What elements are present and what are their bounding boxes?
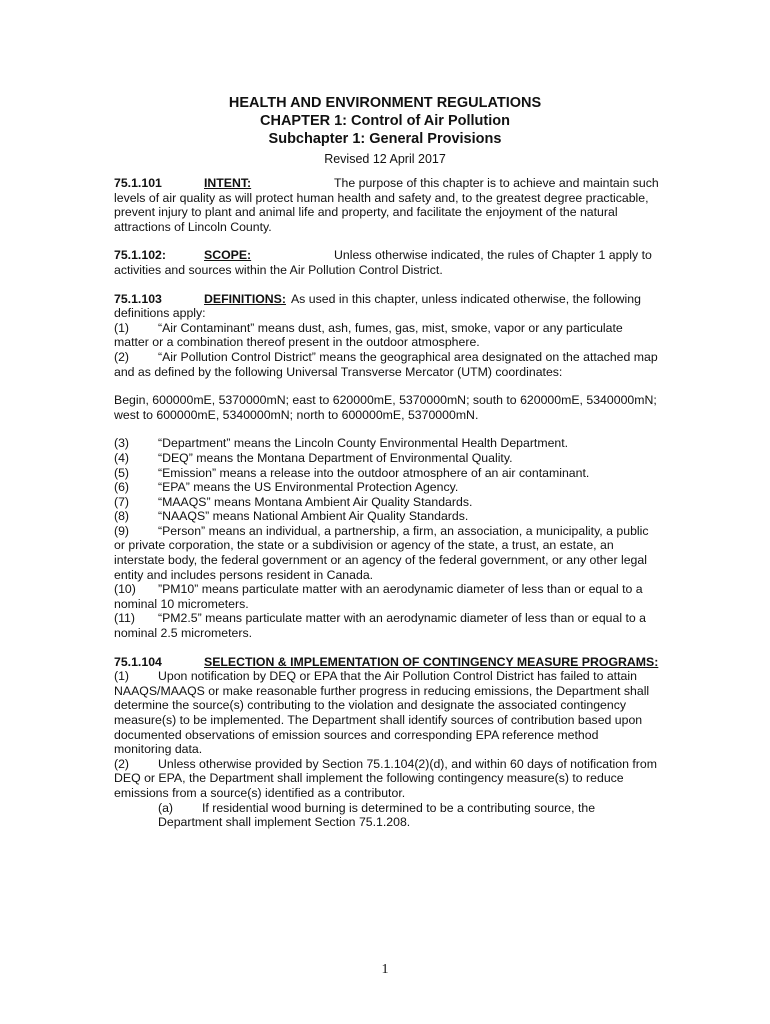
section-number: 75.1.101 [114, 176, 162, 190]
list-item [114, 509, 659, 524]
section-heading: INTENT: [204, 176, 252, 190]
contingency-list [114, 669, 659, 800]
item-label: (2) [114, 349, 130, 364]
page-number: 1 [381, 962, 389, 977]
list-item [114, 582, 659, 611]
section-intro: As used in this chapter, unless indicated otherwise, the following definitions apply: [114, 291, 641, 321]
list-item [114, 451, 659, 466]
item-text: “EPA” means the US Environmental Protection Agency. [158, 480, 459, 495]
utm-coordinates: Begin, 600000mE, 5370000mN; east to 620000mE, 5370000mN; south to 620000mE, 5340000mN; west to 600000mE, 5340000mN; north to 600000mE, 5370000mN. [114, 393, 657, 422]
section-intent [114, 176, 659, 234]
item-label: (1) [114, 669, 130, 684]
item-text: “NAAQS” means National Ambient Air Quality Standards. [158, 509, 469, 524]
section-number: 75.1.103 [114, 291, 162, 306]
section-heading: SELECTION & IMPLEMENTATION OF CONTINGENCY MEASURE PROGRAMS: [204, 654, 659, 669]
item-text: Upon notification by DEQ or EPA that the Air Pollution Control District has failed to attain NAAQS/MAAQS or make reasonable further progress in reducing emissions, the Department shall determine the source(s) contributing to the violation and designate the associated contingency measure(s) to be implemented. The Department shall identify sources of contribution based upon documented observations of emission sources and corresponding EPA reference method monitoring data. [114, 669, 650, 757]
item-label: (8) [114, 509, 130, 524]
document-header [0, 94, 770, 167]
list-item [114, 757, 659, 801]
revision-date: Revised 12 April 2017 [324, 152, 446, 166]
list-item [114, 350, 659, 379]
list-item [114, 436, 659, 451]
item-label: (1) [114, 320, 130, 335]
subchapter-title: Subchapter 1: General Provisions [268, 131, 502, 147]
list-item [114, 669, 659, 757]
section-heading: SCOPE: [204, 248, 252, 263]
list-item [114, 495, 659, 510]
section-definitions [114, 292, 659, 641]
item-text: “PM2.5” means particulate matter with an aerodynamic diameter of less than or equal to a nominal 2.5 micrometers. [114, 611, 647, 641]
item-text: “Emission” means a release into the outdoor atmosphere of an air contaminant. [158, 465, 590, 480]
list-item [114, 321, 659, 350]
section-heading: DEFINITIONS: [204, 291, 286, 306]
section-contingency [114, 655, 659, 830]
list-item [114, 480, 659, 495]
item-text: ”PM10” means particulate matter with an aerodynamic diameter of less than or equal to a nominal 10 micrometers. [114, 582, 643, 611]
item-label: (2) [114, 756, 130, 771]
list-item [114, 466, 659, 481]
list-item [114, 524, 659, 582]
section-number: 75.1.104 [114, 654, 162, 669]
section-text: Unless otherwise indicated, the rules of Chapter 1 apply to activities and sources within the Air Pollution Control District. [114, 248, 652, 277]
item-label: (9) [114, 523, 130, 538]
subitem-label: (a) [158, 800, 174, 815]
item-text: “Air Contaminant” means dust, ash, fumes, gas, mist, smoke, vapor or any particulate matter or a combination thereof present in the outdoor atmosphere. [114, 320, 623, 350]
definition-list [114, 436, 659, 640]
section-scope [114, 248, 659, 277]
item-text: “Person” means an individual, a partnership, a firm, an association, a municipality, a public or private corporation, the state or a subdivision or agency of the state, a trust, an estate, an interstate body, the federal government or an agency of the federal government, or any other legal entity and includes persons resident in Canada. [114, 523, 649, 582]
document-body [114, 176, 659, 844]
item-label: (7) [114, 494, 130, 509]
list-item [114, 611, 659, 640]
subitem-text: If residential wood burning is determined to be a contributing source, the Department shall implement Section 75.1.208. [158, 800, 596, 830]
regulations-title: HEALTH AND ENVIRONMENT REGULATIONS [228, 95, 542, 111]
contingency-subitem [114, 801, 659, 830]
item-label: (5) [114, 465, 130, 480]
item-text: Unless otherwise provided by Section 75.1.104(2)(d), and within 60 days of notification from DEQ or EPA, the Department shall implement the following contingency measure(s) to reduce emissions from a source(s) identified as a contributor. [114, 756, 657, 800]
item-text: “Air Pollution Control District” means the geographical area designated on the attached map and as defined by the following Universal Transverse Mercator (UTM) coordinates: [114, 349, 658, 379]
section-text: The purpose of this chapter is to achieve and maintain such levels of air quality as will protect human health and safety and, to the greatest degree practicable, prevent injury to plant and animal life and property, and facilitate the enjoyment of the natural attractions of Lincoln County. [114, 176, 659, 234]
section-number: 75.1.102: [114, 248, 166, 263]
item-label: (4) [114, 450, 130, 465]
item-text: “DEQ” means the Montana Department of Environmental Quality. [158, 450, 513, 465]
item-label: (11) [114, 611, 135, 626]
item-label: (6) [114, 480, 130, 495]
item-text: “MAAQS” means Montana Ambient Air Quality Standards. [158, 494, 473, 509]
item-label: (10) [114, 582, 136, 597]
chapter-title: CHAPTER 1: Control of Air Pollution [260, 113, 510, 129]
definition-list [114, 321, 659, 379]
item-text: “Department” means the Lincoln County Environmental Health Department. [158, 436, 569, 451]
item-label: (3) [114, 436, 130, 451]
